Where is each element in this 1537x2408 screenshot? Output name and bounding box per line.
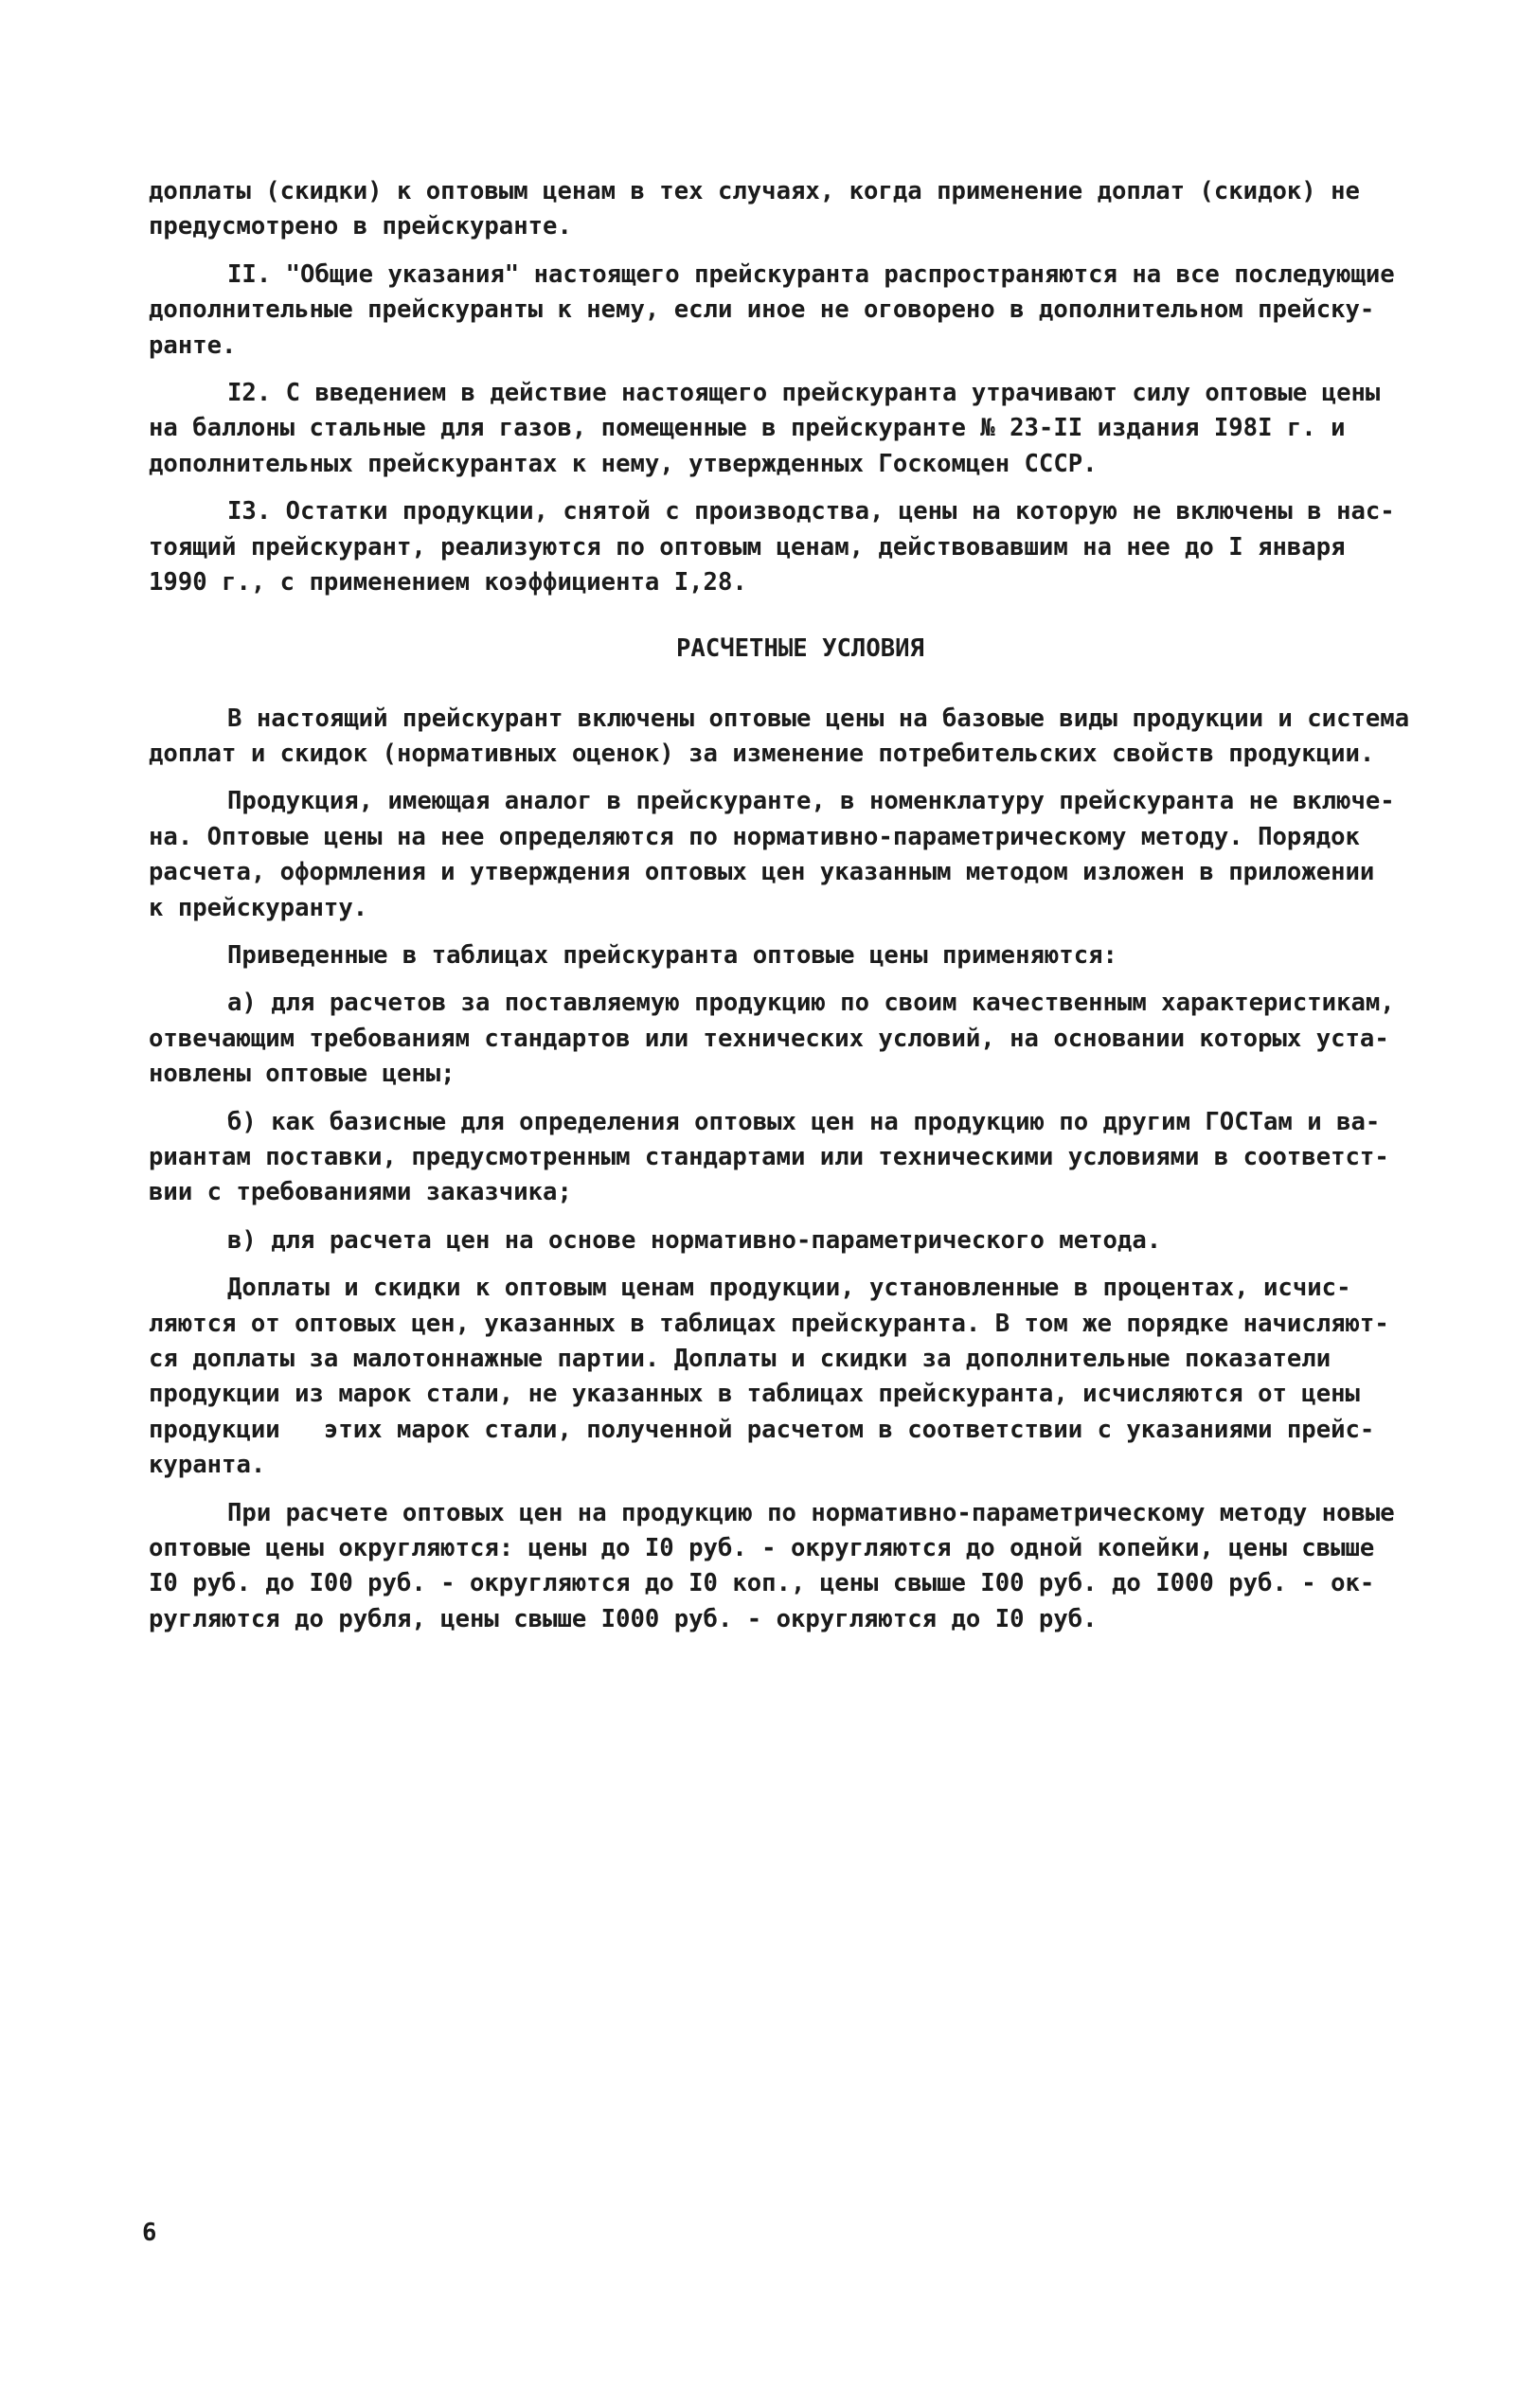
list-item-v: [149, 1223, 1493, 1258]
text-line: продукции из марок стали, не указанных в таблицах прейскуранта, исчисляются от цены: [149, 1380, 1360, 1409]
list-item-b: [149, 1105, 1493, 1211]
text-line: в) для расчета цен на основе нормативно-параметрического метода.: [227, 1225, 1162, 1255]
text-line: При расчете оптовых цен на продукцию по нормативно-параметрическому методу новые: [227, 1498, 1395, 1527]
text-line: на баллоны стальные для газов, помещенные в прейскуранте № 23-II издания I98I г. и: [149, 414, 1346, 443]
text-line: В настоящий прейскурант включены оптовые цены на базовые виды продукции и система: [227, 704, 1410, 733]
text-line: предусмотрено в прейскуранте.: [149, 212, 572, 241]
text-line: продукции этих марок стали, полученной расчетом в соответствии с указаниями прейс-: [149, 1415, 1375, 1444]
text-line: ругляются до рубля, цены свыше I000 руб. - округляются до I0 руб.: [149, 1604, 1098, 1633]
clause-11: [149, 258, 1493, 364]
text-line: оптовые цены округляются: цены до I0 руб. - округляются до одной копейки, цены свыше: [149, 1533, 1375, 1562]
text-line: расчета, оформления и утверждения оптовых цен указанным методом изложен в приложении: [149, 858, 1375, 887]
text-line: 1990 г., с применением коэффициента I,28.: [149, 567, 747, 597]
text-line: I2. С введением в действие настоящего прейскуранта утрачивают силу оптовые цены: [227, 378, 1381, 407]
text-line: ранте.: [149, 330, 237, 360]
text-line: I0 руб. до I00 руб. - округляются до I0 коп., цены свыше I00 руб. до I000 руб. - ок-: [149, 1569, 1375, 1598]
text-line: новлены оптовые цены;: [149, 1060, 456, 1089]
text-line: на. Оптовые цены на нее определяются по нормативно-параметрическому методу. Порядок: [149, 822, 1360, 851]
page-number: 6: [142, 2219, 157, 2247]
text-line: II. "Общие указания" настоящего прейскуранта распространяются на все последующие: [227, 259, 1395, 289]
text-line: тоящий прейскурант, реализуются по оптовым ценам, действовавшим на нее до I января: [149, 532, 1346, 562]
clause-12: [149, 376, 1493, 482]
text-line: а) для расчетов за поставляемую продукцию по своим качественным характеристикам,: [227, 989, 1395, 1018]
text-line: отвечающим требованиям стандартов или технических условий, на основании которых уста-: [149, 1024, 1389, 1053]
text-line: Продукция, имеющая аналог в прейскуранте, в номенклатуру прейскуранта не включе-: [227, 787, 1395, 816]
text-line: риантам поставки, предусмотренным стандартами или техническими условиями в соответст-: [149, 1142, 1389, 1171]
paragraph-analog-products: [149, 784, 1493, 926]
text-line: вии с требованиями заказчика;: [149, 1178, 572, 1207]
section-heading: РАСЧЕТНЫЕ УСЛОВИЯ: [676, 634, 924, 664]
paragraph-continuation: [149, 174, 1493, 245]
paragraph-application-intro: [149, 938, 1493, 973]
text-line: I3. Остатки продукции, снятой с производства, цены на которую не включены в нас-: [227, 497, 1395, 526]
text-line: доплаты (скидки) к оптовым ценам в тех случаях, когда применение доплат (скидок) не: [149, 177, 1360, 205]
list-item-a: [149, 986, 1493, 1092]
text-line: к прейскуранту.: [149, 893, 368, 922]
text-line: ляются от оптовых цен, указанных в таблицах прейскуранта. В том же порядке начисляют-: [149, 1309, 1389, 1338]
text-line: Приведенные в таблицах прейскуранта оптовые цены применяются:: [227, 941, 1117, 971]
text-line: ся доплаты за малотоннажные партии. Доплаты и скидки за дополнительные показатели: [149, 1344, 1331, 1373]
paragraph-scope: [149, 702, 1493, 773]
text-line: доплат и скидок (нормативных оценок) за изменение потребительских свойств продукции.: [149, 740, 1375, 769]
text-line: дополнительные прейскуранты к нему, если иное не оговорено в дополнительном прейску-: [149, 295, 1375, 325]
paragraph-rounding: [149, 1496, 1493, 1638]
document-page: [149, 174, 1493, 1637]
paragraph-surcharges: [149, 1271, 1493, 1483]
clause-13: [149, 494, 1493, 600]
text-line: куранта.: [149, 1451, 266, 1480]
text-line: б) как базисные для определения оптовых цен на продукцию по другим ГОСТам и ва-: [227, 1107, 1381, 1136]
text-line: Доплаты и скидки к оптовым ценам продукции, установленные в процентах, исчис-: [227, 1274, 1351, 1303]
text-line: дополнительных прейскурантах к нему, утвержденных Госкомцен СССР.: [149, 449, 1098, 478]
